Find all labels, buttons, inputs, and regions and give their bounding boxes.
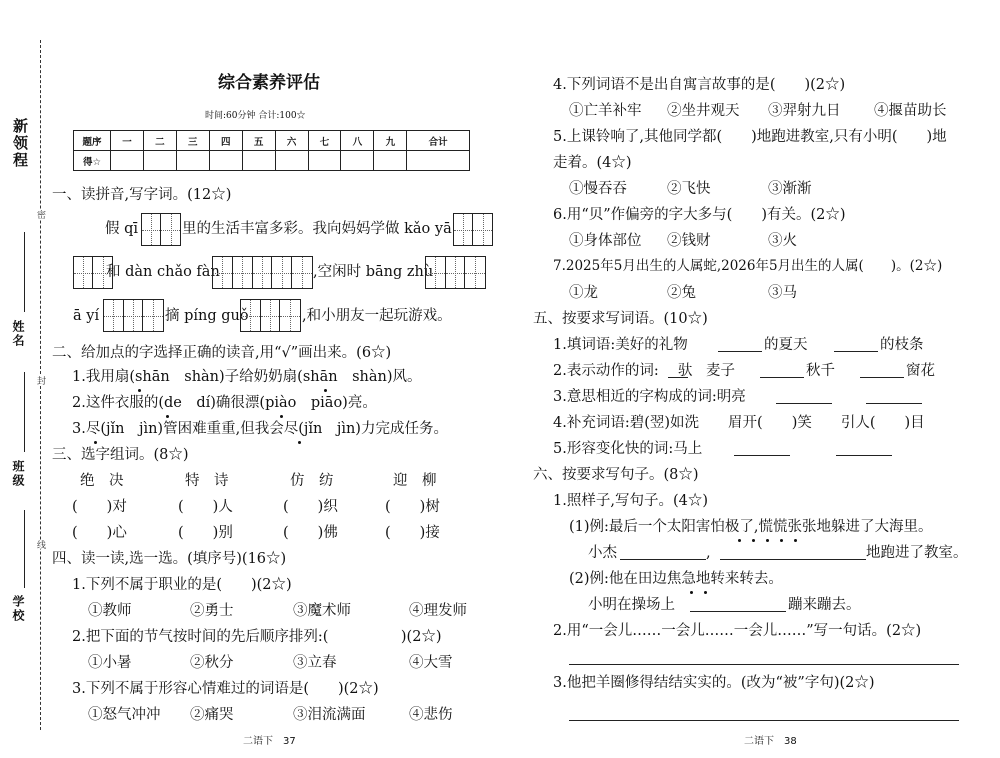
- s1-answer-grid-7[interactable]: [240, 299, 301, 332]
- s5-blank[interactable]: [834, 351, 878, 352]
- margin-cut-2: 封: [35, 376, 45, 385]
- score-cell[interactable]: [176, 151, 209, 171]
- emphasis-dot: [752, 539, 755, 542]
- s6-ex1-b: ,: [706, 545, 711, 561]
- class-label: 班级: [11, 460, 25, 488]
- class-field-line[interactable]: [24, 372, 25, 452]
- s1-answer-grid-4[interactable]: [212, 256, 313, 289]
- s4-q3-opt[interactable]: ①怒气冲冲: [88, 707, 161, 723]
- s6-ex2-b: 蹦来蹦去。: [788, 597, 861, 613]
- s5-blank[interactable]: [760, 377, 804, 378]
- score-cell[interactable]: [341, 151, 374, 171]
- s4-q7-opt[interactable]: ③马: [768, 285, 797, 301]
- score-cell[interactable]: [407, 151, 470, 171]
- s6-writing-line[interactable]: [569, 664, 959, 665]
- s4-q7-opt[interactable]: ①龙: [569, 285, 598, 301]
- s5-item-2c: 秋千: [806, 363, 835, 379]
- s2-item-1: 1.我用扇(shān shàn)子给奶奶扇(shān shàn)风。: [72, 369, 422, 385]
- s3-pair-1: 绝 决: [80, 473, 124, 489]
- s6-ex1-c: 地跑进了教室。: [866, 545, 968, 561]
- s4-q1-opt[interactable]: ③魔术师: [293, 603, 351, 619]
- s4-q1: 1.下列不属于职业的是( )(2☆): [72, 577, 292, 593]
- s4-q1-opt[interactable]: ②勇士: [190, 603, 234, 619]
- s4-q6-opt[interactable]: ②钱财: [667, 233, 711, 249]
- score-header-cell: 题序: [74, 131, 111, 151]
- emphasis-dot: [280, 415, 283, 418]
- s5-item-4: 4.补充词语:碧(翌)如洗 眉开( )笑 引人( )目: [553, 415, 925, 431]
- s4-q5-opt[interactable]: ①慢吞吞: [569, 181, 627, 197]
- margin-cut-3: 线: [35, 540, 45, 549]
- s4-q5-continued: 走着。(4☆): [553, 155, 632, 171]
- s1-answer-grid-2[interactable]: [453, 213, 493, 246]
- s4-q4-opt[interactable]: ②坐井观天: [667, 103, 740, 119]
- s1-line3-b: 摘 píng guǒ: [165, 308, 249, 324]
- s1-line3-c: ,和小朋友一起玩游戏。: [302, 308, 452, 324]
- section3-heading: 三、选字组词。(8☆): [52, 447, 189, 463]
- s4-q6: 6.用“贝”作偏旁的字大多与( )有关。(2☆): [553, 207, 846, 223]
- score-header-cell: 二: [143, 131, 176, 151]
- s6-ex1-a: 小杰: [588, 545, 617, 561]
- section1-heading: 一、读拼音,写字词。(12☆): [52, 187, 232, 203]
- s3-blank[interactable]: ( )接: [385, 525, 440, 541]
- s5-blank[interactable]: [776, 403, 832, 404]
- s4-q2-opt[interactable]: ①小暑: [88, 655, 132, 671]
- section5-heading: 五、按要求写词语。(10☆): [533, 311, 708, 327]
- emphasis-dot: [324, 389, 327, 392]
- s5-item-1c: 的枝条: [880, 337, 924, 353]
- emphasis-dot: [738, 539, 741, 542]
- s4-q1-opt[interactable]: ④理发师: [409, 603, 467, 619]
- section2-heading: 二、给加点的字选择正确的读音,用“√”画出来。(6☆): [52, 345, 392, 361]
- s5-blank[interactable]: [836, 455, 892, 456]
- s5-blank[interactable]: [718, 351, 762, 352]
- s3-blank[interactable]: ( )别: [178, 525, 233, 541]
- s4-q2-opt[interactable]: ④大雪: [409, 655, 453, 671]
- s6-example-2: (2)例:他在田边焦急地转来转去。: [569, 571, 783, 587]
- s6-writing-line[interactable]: [569, 720, 959, 721]
- s1-line1-a: 假 qī: [105, 221, 139, 237]
- score-cell[interactable]: [374, 151, 407, 171]
- s1-answer-grid-5[interactable]: [425, 256, 486, 289]
- score-table-header: [74, 131, 470, 151]
- left-page-footer: 二语下 37: [243, 736, 296, 747]
- s5-item-1: 1.填词语:美好的礼物: [553, 337, 688, 353]
- s1-answer-grid-6[interactable]: [103, 299, 164, 332]
- s4-q4-opt[interactable]: ①亡羊补牢: [569, 103, 642, 119]
- emphasis-dot: [166, 415, 169, 418]
- s6-blank[interactable]: [620, 559, 706, 560]
- s4-q5-opt[interactable]: ②飞快: [667, 181, 711, 197]
- s3-blank[interactable]: ( )人: [178, 499, 233, 515]
- binding-line: [40, 40, 41, 730]
- s4-q6-opt[interactable]: ③火: [768, 233, 797, 249]
- s6-q1: 1.照样子,写句子。(4☆): [553, 493, 708, 509]
- s4-q1-opt[interactable]: ①教师: [88, 603, 132, 619]
- score-header-cell: 一: [111, 131, 144, 151]
- section4-heading: 四、读一读,选一选。(填序号)(16☆): [52, 551, 287, 567]
- score-cell[interactable]: [242, 151, 275, 171]
- margin-cut-1: 密: [35, 210, 45, 219]
- s3-blank[interactable]: ( )心: [72, 525, 127, 541]
- s1-line2-b: ,空闲时 bāng zhù: [313, 264, 434, 280]
- s3-blank[interactable]: ( )佛: [283, 525, 338, 541]
- section6-heading: 六、按要求写句子。(8☆): [533, 467, 699, 483]
- s4-q2-opt[interactable]: ②秋分: [190, 655, 234, 671]
- s5-blank[interactable]: [860, 377, 904, 378]
- s3-blank[interactable]: ( )对: [72, 499, 127, 515]
- s3-pair-4: 迎 柳: [393, 473, 437, 489]
- score-header-cell: 七: [308, 131, 341, 151]
- s3-pair-2: 特 诗: [185, 473, 229, 489]
- s1-answer-grid-1[interactable]: [141, 213, 181, 246]
- s5-item-5: 5.形容变化快的词:马上: [553, 441, 703, 457]
- s4-q4-opt[interactable]: ③羿射九日: [768, 103, 841, 119]
- score-header-cell: 八: [341, 131, 374, 151]
- score-header-cell: 四: [209, 131, 242, 151]
- s1-line1-b: 里的生活丰富多彩。我向妈妈学做 kǎo yā: [182, 221, 452, 237]
- s5-item-2b: 麦子: [706, 363, 735, 379]
- emphasis-dot: [94, 441, 97, 444]
- s3-blank[interactable]: ( )织: [283, 499, 338, 515]
- s5-blank[interactable]: [734, 455, 790, 456]
- s6-q3: 3.他把羊圈修得结结实实的。(改为“被”字句)(2☆): [553, 675, 875, 691]
- s1-line3-a: ā yí: [73, 308, 100, 324]
- s4-q4-opt[interactable]: ④揠苗助长: [874, 103, 947, 119]
- s6-ex2-a: 小明在操场上: [588, 597, 675, 613]
- score-header-cell: 五: [242, 131, 275, 151]
- s6-blank[interactable]: [720, 559, 866, 560]
- score-header-cell: 合计: [407, 131, 470, 151]
- s4-q5-line1: 5.上课铃响了,其他同学都( )地跑进教室,只有小明( )地: [553, 129, 947, 145]
- emphasis-dot: [766, 539, 769, 542]
- s6-example-1: (1)例:最后一个太阳害怕极了,慌慌张张地躲进了大海里。: [569, 519, 933, 535]
- s4-q6-opt[interactable]: ①身体部位: [569, 233, 642, 249]
- s5-item-2: 2.表示动作的词:: [553, 363, 659, 379]
- s2-item-3: 3.尽(jǐn jìn)管困难重重,但我会尽(jǐn jìn)力完成任务。: [72, 421, 448, 437]
- s4-q5-opt[interactable]: ③渐渐: [768, 181, 812, 197]
- score-header-cell: 九: [374, 131, 407, 151]
- s4-q7: 7.2025年5月出生的人属蛇,2026年5月出生的人属( )。(2☆): [553, 258, 943, 274]
- s3-pair-3: 仿 纺: [290, 473, 334, 489]
- s5-item-2x: 驮: [678, 363, 693, 379]
- name-label: 姓名: [11, 320, 25, 348]
- score-cell[interactable]: [111, 151, 144, 171]
- s3-blank[interactable]: ( )树: [385, 499, 440, 515]
- s4-q3-opt[interactable]: ③泪流满面: [293, 707, 366, 723]
- s6-blank[interactable]: [690, 611, 786, 612]
- s6-q2: 2.用“一会儿……一会儿……一会儿……”写一句话。(2☆): [553, 623, 922, 639]
- score-cell[interactable]: [209, 151, 242, 171]
- s5-blank[interactable]: [866, 403, 922, 404]
- s2-item-2: 2.这件衣服的(de dí)确很漂(piào piāo)亮。: [72, 395, 377, 411]
- s4-q3-opt[interactable]: ②痛哭: [190, 707, 234, 723]
- s4-q2-opt[interactable]: ③立春: [293, 655, 337, 671]
- school-field-line[interactable]: [24, 510, 25, 588]
- s4-q3-opt[interactable]: ④悲伤: [409, 707, 453, 723]
- emphasis-dot: [780, 539, 783, 542]
- s4-q7-opt[interactable]: ②兔: [667, 285, 696, 301]
- right-page-footer: 二语下 38: [744, 736, 797, 747]
- s5-item-1b: 的夏天: [764, 337, 808, 353]
- score-cell[interactable]: [143, 151, 176, 171]
- score-table-row: [74, 151, 470, 171]
- score-header-cell: 六: [275, 131, 308, 151]
- s1-line2-a: 和 dàn chǎo fàn: [106, 264, 220, 280]
- s5-item-2d: 窗花: [906, 363, 935, 379]
- score-table: [73, 130, 470, 171]
- page-title: 综合素养评估: [218, 73, 320, 93]
- score-cell[interactable]: [308, 151, 341, 171]
- emphasis-dot: [690, 591, 693, 594]
- s5-item-3: 3.意思相近的字构成的词:明亮: [553, 389, 746, 405]
- score-row-label: 得☆: [74, 151, 111, 171]
- emphasis-dot: [298, 441, 301, 444]
- school-label: 学校: [11, 595, 25, 623]
- name-field-line[interactable]: [24, 232, 25, 312]
- s4-q4: 4.下列词语不是出自寓言故事的是( )(2☆): [553, 77, 846, 93]
- emphasis-dot: [794, 539, 797, 542]
- brand-logo: 新领程: [11, 118, 29, 169]
- emphasis-dot: [138, 389, 141, 392]
- exam-meta: 时间:60分钟 合计:100☆: [205, 111, 306, 121]
- emphasis-dot: [704, 591, 707, 594]
- score-cell[interactable]: [275, 151, 308, 171]
- s4-q2: 2.把下面的节气按时间的先后顺序排列:( )(2☆): [72, 629, 442, 645]
- score-header-cell: 三: [176, 131, 209, 151]
- s4-q3: 3.下列不属于形容心情难过的词语是( )(2☆): [72, 681, 379, 697]
